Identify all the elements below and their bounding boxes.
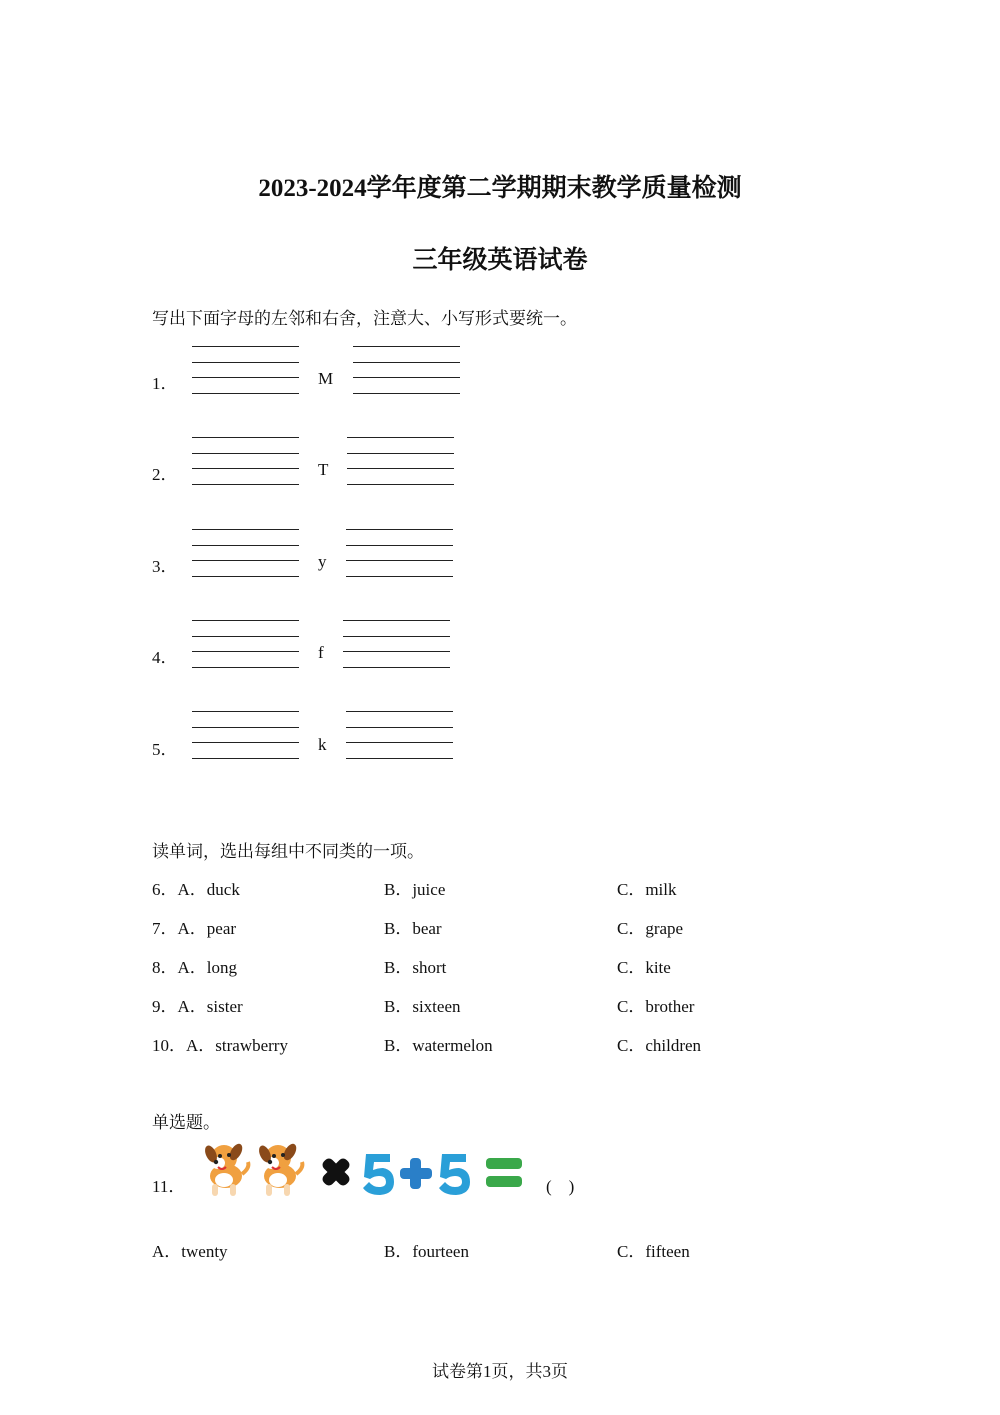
left-neighbor-writing-lines[interactable] (192, 711, 299, 759)
q8-option-c[interactable]: C．kite (617, 958, 671, 977)
puppy-icon (203, 1142, 249, 1196)
puppy-icon (257, 1142, 303, 1196)
q9-option-a[interactable]: 9．A．sister (152, 997, 243, 1016)
q7-option-a[interactable]: 7．A．pear (152, 919, 237, 938)
digit-five-icon (439, 1154, 470, 1195)
item-number: 5． (152, 740, 178, 759)
right-neighbor-writing-lines[interactable] (343, 620, 450, 668)
given-letter: f (318, 643, 324, 662)
left-neighbor-writing-lines[interactable] (192, 437, 299, 485)
plus-icon (400, 1158, 432, 1189)
q8-option-b[interactable]: B．short (384, 958, 447, 977)
multiply-icon (313, 1149, 358, 1194)
item-number: 3． (152, 557, 178, 576)
q7-option-c[interactable]: C．grape (617, 919, 684, 938)
q7-option-b[interactable]: B．bear (384, 919, 442, 938)
q10-option-b[interactable]: B．watermelon (384, 1036, 493, 1055)
right-neighbor-writing-lines[interactable] (346, 711, 453, 759)
q6-option-a[interactable]: 6．A．duck (152, 880, 240, 899)
q8-option-a[interactable]: 8．A．long (152, 958, 237, 977)
left-neighbor-writing-lines[interactable] (192, 620, 299, 668)
section3-instruction: 单选题。 (152, 1113, 220, 1133)
item-number: 1． (152, 374, 178, 393)
section2-instruction: 读单词，选出每组中不同类的一项。 (152, 842, 424, 862)
q11-option-a[interactable]: A．twenty (152, 1242, 228, 1261)
right-neighbor-writing-lines[interactable] (353, 346, 460, 394)
exam-subtitle: 三年级英语试卷 (412, 247, 588, 274)
q6-option-b[interactable]: B．juice (384, 880, 446, 899)
given-letter: y (318, 552, 327, 571)
given-letter: T (318, 460, 329, 479)
item-number: 2． (152, 465, 178, 484)
q9-option-c[interactable]: C．brother (617, 997, 695, 1016)
q11-number: 11． (152, 1177, 186, 1196)
q10-option-a[interactable]: 10．A．strawberry (152, 1036, 288, 1055)
right-neighbor-writing-lines[interactable] (347, 437, 454, 485)
page-footer: 试卷第1页，共3页 (432, 1362, 568, 1381)
equals-icon (486, 1158, 522, 1187)
q6-option-c[interactable]: C．milk (617, 880, 677, 899)
q9-option-b[interactable]: B．sixteen (384, 997, 461, 1016)
answer-blank[interactable]: ( ) (546, 1177, 575, 1196)
q11-option-c[interactable]: C．fifteen (617, 1242, 690, 1261)
right-neighbor-writing-lines[interactable] (346, 529, 453, 577)
given-letter: k (318, 735, 327, 754)
q11-option-b[interactable]: B．fourteen (384, 1242, 469, 1261)
exam-title: 2023-2024学年度第二学期期末教学质量检测 (258, 175, 742, 202)
item-number: 4． (152, 648, 178, 667)
section1-instruction: 写出下面字母的左邻和右舍，注意大、小写形式要统一。 (152, 309, 577, 329)
q10-option-c[interactable]: C．children (617, 1036, 702, 1055)
puppy-math-picture (198, 1140, 528, 1202)
left-neighbor-writing-lines[interactable] (192, 529, 299, 577)
given-letter: M (318, 369, 334, 388)
left-neighbor-writing-lines[interactable] (192, 346, 299, 394)
digit-five-icon (363, 1154, 394, 1195)
